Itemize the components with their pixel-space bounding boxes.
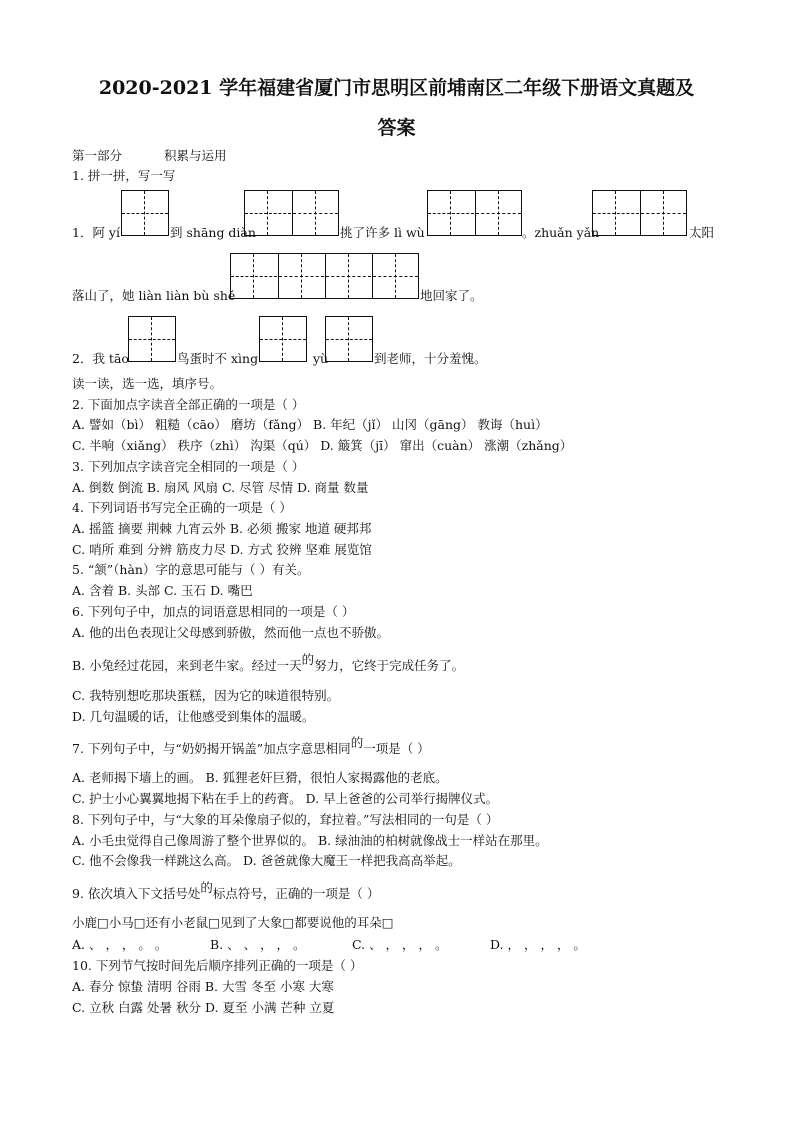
q6-option-b: B. 小兔经过花园，来到老牛家。经过一天的努力，它终于完成任务了。 [72,652,465,673]
text-line: C. 他不会像我一样跳这么高。 D. 爸爸就像大魔王一样把我高高举起。 [72,853,461,868]
q9-text: 小鹿□小马□还有小老鼠□见到了大象□都要说他的耳朵□ [72,915,394,930]
q1-s3-b: 鸟蛋时不 xìng [177,351,259,366]
q7-heading: 7. 下列句子中，与“奶奶揭开锅盖”加点字意思相同的一项是（ ） [72,735,430,756]
q1-s1-b: 到 shāng diàn [170,225,256,240]
section-part: 第一部分 [72,148,123,163]
text-line: 4. 下列词语书写完全正确的一项是（ ） [72,500,292,515]
q9-option-d: D. ， ， ， ， 。 [490,937,586,952]
q1-s1-c: 挑了许多 lì wù [340,225,425,240]
writing-grid-8[interactable] [325,316,373,362]
text-line: A. 譬如（bì） 粗糙（cāo） 磨坊（fǎng） B. 年纪（jǐ） 山冈（gāng） 教诲（huì） [72,417,548,432]
section-header [72,148,227,164]
writing-grid-4[interactable] [592,190,687,236]
writing-grid-5[interactable] [230,253,419,299]
writing-grid-3[interactable] [427,190,522,236]
text-line: A. 他的出色表现让父母感到骄傲，然而他一点也不骄傲。 [72,625,389,640]
q1-s1-e: 太阳 [689,225,715,240]
text-line: D. 几句温暖的话，让他感受到集体的温暖。 [72,709,315,724]
text-line: A. 倒数 倒流 B. 扇风 风扇 C. 尽管 尽情 D. 商量 数量 [72,480,369,495]
q1-s3-d: 到老师，十分羞愧。 [374,351,487,366]
instruction: 读一读，选一选，填序号。 [72,376,223,391]
writing-grid-2[interactable] [244,190,339,236]
text-line: C. 哨所 难到 分辨 筋皮力尽 D. 方式 狡辨 坚难 展览馆 [72,542,372,557]
text-line: C. 半响（xiǎng） 秩序（zhì） 沟渠（qú） D. 簸箕（jī） 窜出（cuàn） 涨潮（zhǎng） [72,438,573,453]
writing-grid-6[interactable] [128,316,176,362]
q9-heading: 9. 依次填入下文括号处的标点符号，正确的一项是（ ） [72,880,380,901]
writing-grid-7[interactable] [259,316,307,362]
q9-option-a: A. 、 ， ， 。 。 [72,937,168,952]
text-line: 5. “颔”（hàn）字的意思可能与（ ）有关。 [72,562,310,577]
text-line: 10. 下列节气按时间先后顺序排列正确的一项是（ ） [72,958,363,973]
q1-s1-a: 1．阿 yí [72,225,120,240]
writing-grid-1[interactable] [121,190,169,236]
q1-s3-c: yù [313,351,329,366]
text-line: A. 含着 B. 头部 C. 玉石 D. 嘴巴 [72,583,253,598]
q9-option-b: B. 、 、 ， ， 。 [210,937,306,952]
q1-s2-b: 地回家了。 [420,288,483,303]
q1-s2-a: 落山了，她 liàn liàn bù shě [72,288,236,303]
text-line: A. 摇篮 摘要 荆棘 九宵云外 B. 必须 搬家 地道 硬邦邦 [72,521,372,536]
text-line: 3. 下列加点字读音完全相同的一项是（ ） [72,459,305,474]
text-line: A. 小毛虫觉得自己像周游了整个世界似的。 B. 绿油油的柏树就像战士一样站在那里。 [72,833,548,848]
text-line: C. 立秋 白露 处暑 秋分 D. 夏至 小满 芒种 立夏 [72,1000,335,1015]
text-line: 6. 下列句子中，加点的词语意思相同的一项是（ ） [72,604,355,619]
q1-s3-a: 2．我 tāo [72,351,129,366]
document-title-line2: 答案 [377,117,416,139]
q9-option-c: C. 、 ， ， ， 。 [352,937,448,952]
text-line: 8. 下列句子中，与“大象的耳朵像扇子似的，耷拉着。”写法相同的一句是（ ） [72,812,499,827]
text-line: A. 春分 惊蛰 清明 谷雨 B. 大雪 冬至 小寒 大寒 [72,979,334,994]
text-line: A. 老师揭下墙上的画。 B. 狐狸老奸巨猾，很怕人家揭露他的老底。 [72,770,448,785]
text-line: C. 护士小心翼翼地揭下粘在手上的药膏。 D. 早上爸爸的公司举行揭牌仪式。 [72,791,499,806]
q1-s1-d: 。zhuǎn yǎn [522,225,600,240]
q1-heading: 1. 拼一拼，写一写 [72,168,176,183]
text-line: 2. 下面加点字读音全部正确的一项是（ ） [72,397,305,412]
text-line: C. 我特别想吃那块蛋糕，因为它的味道很特别。 [72,688,340,703]
section-name: 积累与运用 [163,148,227,163]
document-title-line1: 2020-2021 学年福建省厦门市思明区前埔南区二年级下册语文真题及 [98,77,695,99]
